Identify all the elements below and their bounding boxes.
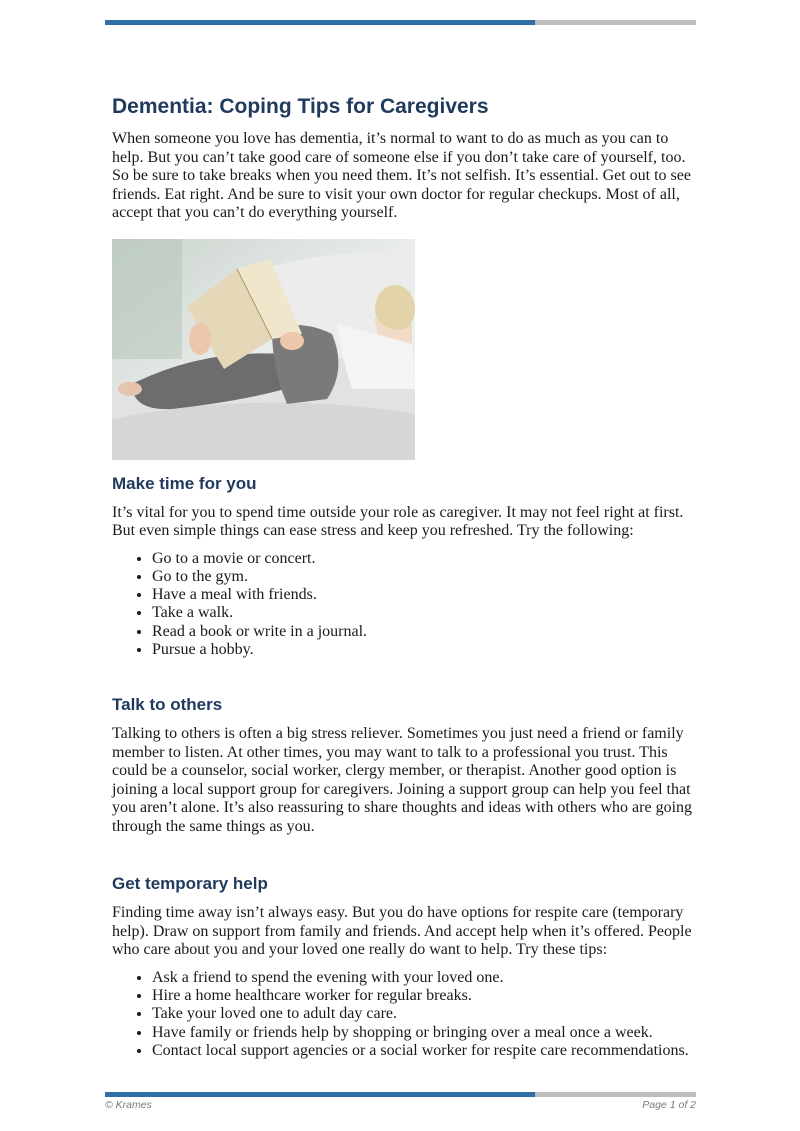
section-paragraph: It’s vital for you to spend time outside your role as caregiver. It may not feel right at first. But even simple things can ease stress and keep you refreshed. Try the following:	[112, 503, 684, 539]
bullet-list	[112, 550, 702, 660]
list-item: • Contact local support agencies or a social worker for respite care recommendations.	[152, 1042, 702, 1060]
intro-paragraph: When someone you love has dementia, it’s normal to want to do as much as you can to help. But you can’t take good care of someone else if you don’t take care of yourself, too. So be sure to take breaks when you need them. It’s not selfish. It’s essential. Get out to see friends. Eat right. And be sure to visit your own doctor for regular checkups. Most of all, accept that you can’t do everything yourself.	[112, 130, 691, 221]
list-item: • Go to the gym.	[152, 568, 702, 586]
top-rule-primary	[105, 20, 535, 25]
list-item: • Ask a friend to spend the evening with your loved one.	[152, 969, 702, 987]
section-heading: Talk to others	[112, 695, 223, 715]
list-item: • Have family or friends help by shopping or bringing over a meal once a week.	[152, 1024, 702, 1042]
section-paragraph: Finding time away isn’t always easy. But you do have options for respite care (temporary help). Draw on support from family and friends. And accept help when it’s offered. People who care about you and your loved one really do want to help. Try these tips:	[112, 904, 692, 959]
top-rule-secondary	[535, 20, 696, 25]
footer-page-number: Page 1 of 2	[642, 1099, 696, 1111]
bullet-list	[112, 969, 702, 1060]
bottom-rule-primary	[105, 1092, 535, 1097]
section-paragraph: Talking to others is often a big stress reliever. Sometimes you just need a friend or family member to listen. At other times, you may want to talk to a professional you trust. This could be a counselor, social worker, clergy member, or therapist. Another good option is joining a local support group for caregivers. Joining a support group can help you feel that you aren’t alone. It’s also reassuring to share thoughts and ideas with others who are going through the same things as you.	[112, 725, 693, 835]
section-make-time	[112, 473, 702, 660]
footer-copyright: © Krames	[105, 1099, 152, 1111]
section-talk-to-others	[112, 694, 702, 836]
list-item: • Have a meal with friends.	[152, 586, 702, 604]
list-item: • Hire a home healthcare worker for regular breaks.	[152, 987, 702, 1005]
list-item: • Take your loved one to adult day care.	[152, 1005, 702, 1023]
section-temporary-help	[112, 873, 702, 1060]
section-heading: Get temporary help	[112, 874, 268, 894]
list-item: • Take a walk.	[152, 604, 702, 622]
document-body	[112, 94, 702, 1060]
page-title: Dementia: Coping Tips for Caregivers	[112, 95, 489, 118]
bottom-rule-secondary	[535, 1092, 696, 1097]
list-item: • Read a book or write in a journal.	[152, 623, 702, 641]
list-item: • Pursue a hobby.	[152, 641, 702, 659]
list-item: • Go to a movie or concert.	[152, 550, 702, 568]
top-rule	[105, 20, 696, 25]
bottom-rule	[105, 1092, 696, 1097]
section-heading: Make time for you	[112, 473, 257, 493]
reading-woman-photo	[112, 239, 415, 460]
